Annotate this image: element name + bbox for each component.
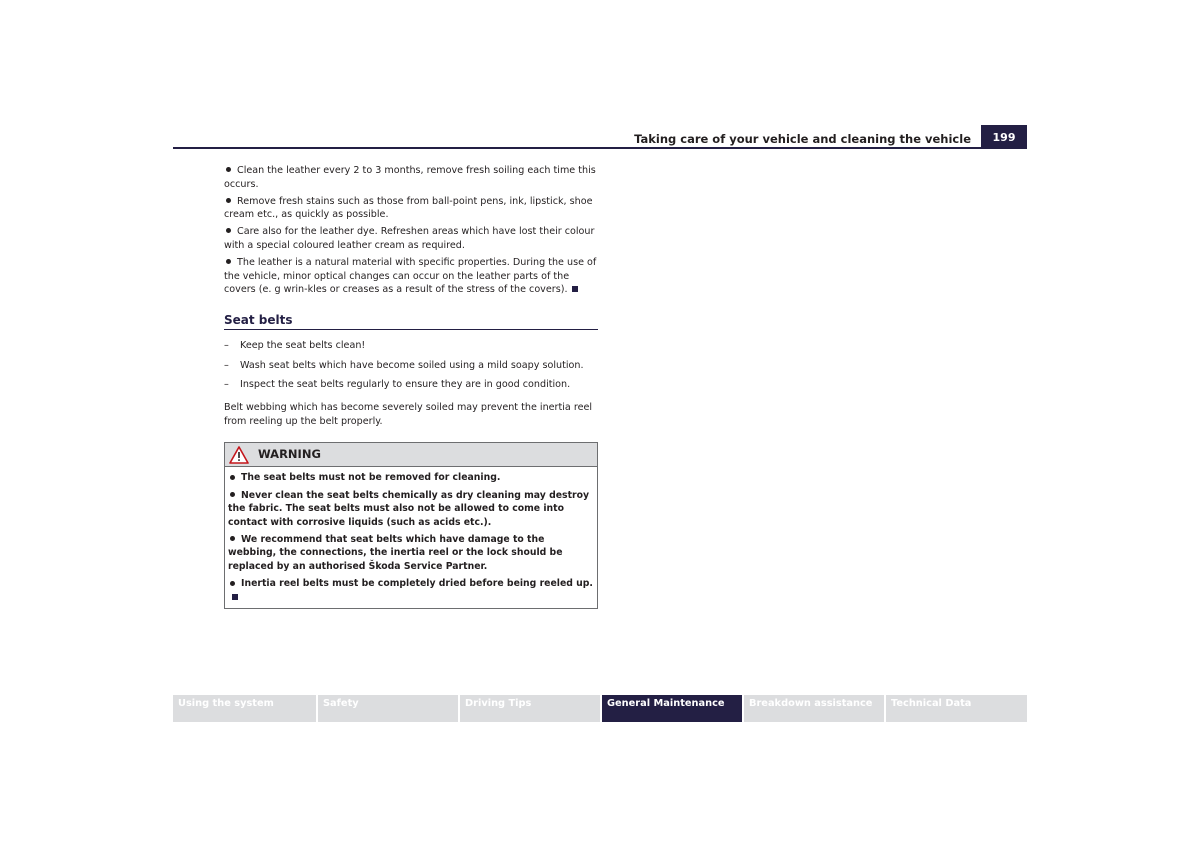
tab-technical-data[interactable]: Technical Data [886, 695, 1027, 722]
warning-item-text: The seat belts must not be removed for cleaning. [241, 472, 501, 484]
list-item-text: The leather is a natural material with specific properties. During the use of the vehicle, minor optical changes can occur on the leather parts of the covers (e. g wrin-kles or creases as a result of the stress of the covers). [224, 257, 597, 296]
list-item [224, 225, 598, 252]
warning-item-text: Never clean the seat belts chemically as dry cleaning may destroy the fabric. The seat belts must also not be allowed to come into contact with corrosive liquids (such as acids etc.). [228, 489, 590, 528]
warning-item [228, 489, 593, 530]
step-item [224, 359, 598, 373]
warning-header [225, 443, 597, 467]
tab-breakdown-assistance[interactable]: Breakdown assistance [744, 695, 884, 722]
body-paragraph: Belt webbing which has become severely soiled may prevent the inertia reel from reeling up the belt properly. [224, 402, 593, 427]
tab-driving-tips[interactable]: Driving Tips [460, 695, 600, 722]
step-text: Keep the seat belts clean! [240, 340, 366, 352]
tab-general-maintenance[interactable]: General Maintenance [602, 695, 742, 722]
warning-title: WARNING [258, 447, 321, 462]
dash-icon: – [224, 340, 229, 352]
warning-item [228, 533, 593, 574]
list-item-text: Remove fresh stains such as those from ball-point pens, ink, lipstick, shoe cream etc., as quickly as possible. [224, 195, 593, 221]
bullet-icon [226, 198, 231, 203]
list-item-text: Clean the leather every 2 to 3 months, remove fresh soiling each time this occurs. [224, 165, 596, 190]
list-item [224, 256, 598, 297]
section-heading: Seat belts [224, 314, 598, 331]
chapter-nav-bar [173, 695, 1027, 722]
warning-item-text: We recommend that seat belts which have damage to the webbing, the connections, the inertia reel or the lock should be replaced by an authorised Škoda Service Partner. [228, 533, 563, 572]
bullet-icon [226, 228, 231, 233]
step-list [224, 339, 598, 391]
warning-item-text: Inertia reel belts must be completely dried before being reeled up. [241, 578, 593, 590]
header-rule [173, 147, 981, 149]
square-end-icon [232, 594, 238, 600]
list-item [224, 164, 598, 191]
warning-item [228, 471, 593, 485]
dash-icon: – [224, 359, 229, 371]
step-item [224, 378, 598, 392]
main-content [224, 164, 598, 609]
bullet-icon [226, 259, 231, 264]
square-end-icon [572, 286, 578, 292]
tab-using-the-system[interactable]: Using the system [173, 695, 316, 722]
list-item-text: Care also for the leather dye. Refreshen areas which have lost their colour with a special coloured leather cream as required. [224, 226, 595, 251]
leather-care-list [224, 164, 598, 297]
warning-body [225, 467, 597, 604]
bullet-icon [226, 167, 231, 172]
step-item [224, 339, 598, 353]
bullet-icon [230, 581, 235, 586]
warning-triangle-icon [229, 446, 249, 464]
warning-item [228, 577, 593, 604]
list-item [224, 195, 598, 222]
step-text: Wash seat belts which have become soiled using a mild soapy solution. [240, 359, 584, 371]
dash-icon: – [224, 378, 229, 390]
page-title: Taking care of your vehicle and cleaning the vehicle [634, 132, 971, 146]
warning-box [224, 442, 598, 608]
tab-safety[interactable]: Safety [318, 695, 458, 722]
page-number: 199 [981, 125, 1027, 149]
bullet-icon [230, 475, 235, 480]
step-text: Inspect the seat belts regularly to ensure they are in good condition. [240, 378, 571, 390]
bullet-icon [230, 536, 235, 541]
bullet-icon [230, 492, 235, 497]
